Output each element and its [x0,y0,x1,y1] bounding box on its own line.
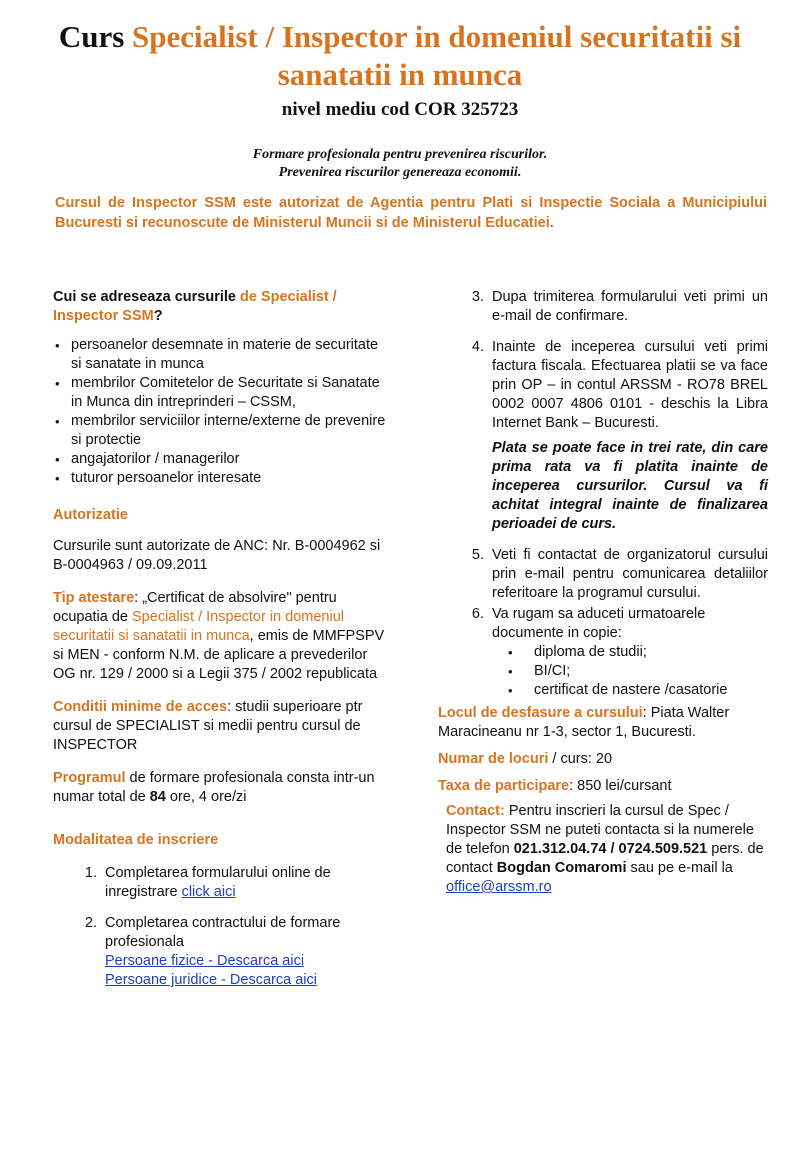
autorizatie-heading: Autorizatie [53,507,128,523]
seats-text: / curs: 20 [548,751,613,767]
seats-paragraph [438,750,768,769]
audience-heading [53,288,388,326]
atestare-text-1: : „Certificat de absolvire" pentru ocupatia de [53,590,337,625]
audience-heading-highlight: de Specialist / Inspector SSM [53,289,337,324]
page-title [0,18,800,94]
list-item: • diploma de studii; [492,643,768,662]
fee-label: Taxa de participare [438,778,570,794]
step-number: 1. [84,865,97,881]
step-text: Completarea formularului online de inregistrare [105,865,331,900]
download-individuals-link[interactable]: Persoane fizice - Descarca aici [105,953,305,969]
download-companies-link[interactable]: Persoane juridice - Descarca aici [105,972,317,988]
process-steps [462,288,768,700]
step-number: 4. [471,339,484,355]
programul-label: Programul [53,770,126,786]
modalitatea-heading: Modalitatea de inscriere [53,832,219,848]
process-step-4 [462,338,768,534]
list-item: • persoanelor desemnate in materie de securitate si sanatate in munca [53,336,388,374]
list-item: • membrilor Comitetelor de Securitate si Sanatate in Munca din intreprinderi – CSSM, [53,374,388,412]
seats-label: Numar de locuri [438,751,549,767]
programul-paragraph [53,769,388,807]
tagline-line-2: Prevenirea riscurilor genereaza economii. [278,165,522,180]
contact-phones: 021.312.04.74 / 0724.509.521 [513,841,708,857]
contact-label: Contact: [446,803,505,819]
list-item: • certificat de nastere /casatorie [492,681,768,700]
process-step-6 [462,605,768,700]
contact-text-3: sau pe e-mail la [626,860,733,876]
list-item: • BI/CI; [492,662,768,681]
title-prefix: Curs [58,19,125,54]
step-number: 3. [471,289,484,305]
step-text: Va rugam sa aduceti urmatoarele documente in copie: [492,606,706,641]
left-column [53,288,388,990]
audience-heading-suffix: ? [153,308,163,324]
conditii-paragraph [53,698,388,755]
audience-heading-prefix: Cui se adreseaza cursurile [53,289,240,305]
step-text: Inainte de inceperea cursului veti primi factura fiscala. Efectuarea platii se va face prin OP – in contul ARSSM - RO78 BREL 0002 0007 4806 0101 - deschis la Libra Internet Bank – Bucuresti. [492,339,768,431]
location-label: Locul de desfasure a cursului [438,705,643,721]
contact-paragraph [438,802,768,897]
list-item: • membrilor serviciilor interne/externe de prevenire si protectie [53,412,388,450]
location-paragraph [438,704,768,742]
conditii-label: Conditii minime de acces [53,699,228,715]
list-item: • tuturor persoanelor interesate [53,469,388,488]
registration-steps [53,864,388,990]
title-main: Specialist / Inspector in domeniul securitatii si sanatatii in munca [132,19,742,92]
contact-text-1: Pentru inscrieri la cursul de Spec / Inspector SSM ne puteti contacta si la numerele de telefon [446,803,754,857]
registration-step-1 [75,864,388,902]
audience-list [53,336,388,488]
step-number: 5. [471,547,484,563]
list-item: • angajatorilor / managerilor [53,450,388,469]
programul-text-1: de formare profesionala consta intr-un numar total de [53,770,375,805]
payment-note: Plata se poate face in trei rate, din care prima rata va fi platita inainte de inceperea cursurilor. Cursul va fi achitat integral inainte de finalizarea perioadei de curs. [492,440,768,532]
programul-text-2: ore, 4 ore/zi [165,789,247,805]
atestare-label: Tip atestare [53,590,135,606]
autorizatie-text: Cursurile sunt autorizate de ANC: Nr. B-0004962 si B-0004963 / 09.09.2011 [53,538,381,573]
step-text: Veti fi contactat de organizatorul cursului prin e-mail pentru comunicarea detaliilor referitoare la programul cursului. [492,547,768,601]
fee-paragraph [438,777,768,796]
atestare-paragraph [53,589,388,684]
step-number: 2. [84,915,97,931]
contact-email-link[interactable]: office@arssm.ro [446,879,552,895]
contact-person: Bogdan Comaromi [496,860,627,876]
atestare-highlight: Specialist / Inspector in domeniul securitatii si sanatatii in munca [53,609,344,644]
step-text: Dupa trimiterea formularului veti primi un e-mail de confirmare. [492,289,768,324]
registration-step-2 [75,914,388,990]
fee-text: : 850 lei/cursant [569,778,672,794]
contact-text-2: pers. de contact [446,841,764,876]
location-text: : Piata Walter Maracineanu nr 1-3, sector 1, Bucuresti. [438,705,730,740]
page-header [0,18,800,122]
tagline [0,146,800,182]
step-text: Completarea contractului de formare profesionala [105,915,341,950]
step-number: 6. [471,606,484,622]
conditii-text: : studii superioare ptr cursul de SPECIALIST si medii pentru cursul de INSPECTOR [53,699,363,753]
authorization-statement: Cursul de Inspector SSM este autorizat de Agentia pentru Plati si Inspectie Sociala a Municipiului Bucuresti si recunoscute de Ministerul Muncii si de Ministerul Educatiei. [55,195,767,231]
register-online-link[interactable]: click aici [181,884,236,900]
page-subtitle: nivel mediu cod COR 325723 [281,99,519,120]
documents-list [492,643,768,700]
atestare-text-2: , emis de MMFPSPV si MEN - conform N.M. de aplicare a prevederilor OG nr. 129 / 2000 si a Legii 375 / 2002 republicata [53,628,385,682]
right-column [438,288,768,897]
process-step-5 [462,546,768,603]
tagline-line-1: Formare profesionala pentru prevenirea riscurilor. [252,147,548,162]
programul-hours: 84 [149,789,166,805]
process-step-3 [462,288,768,326]
